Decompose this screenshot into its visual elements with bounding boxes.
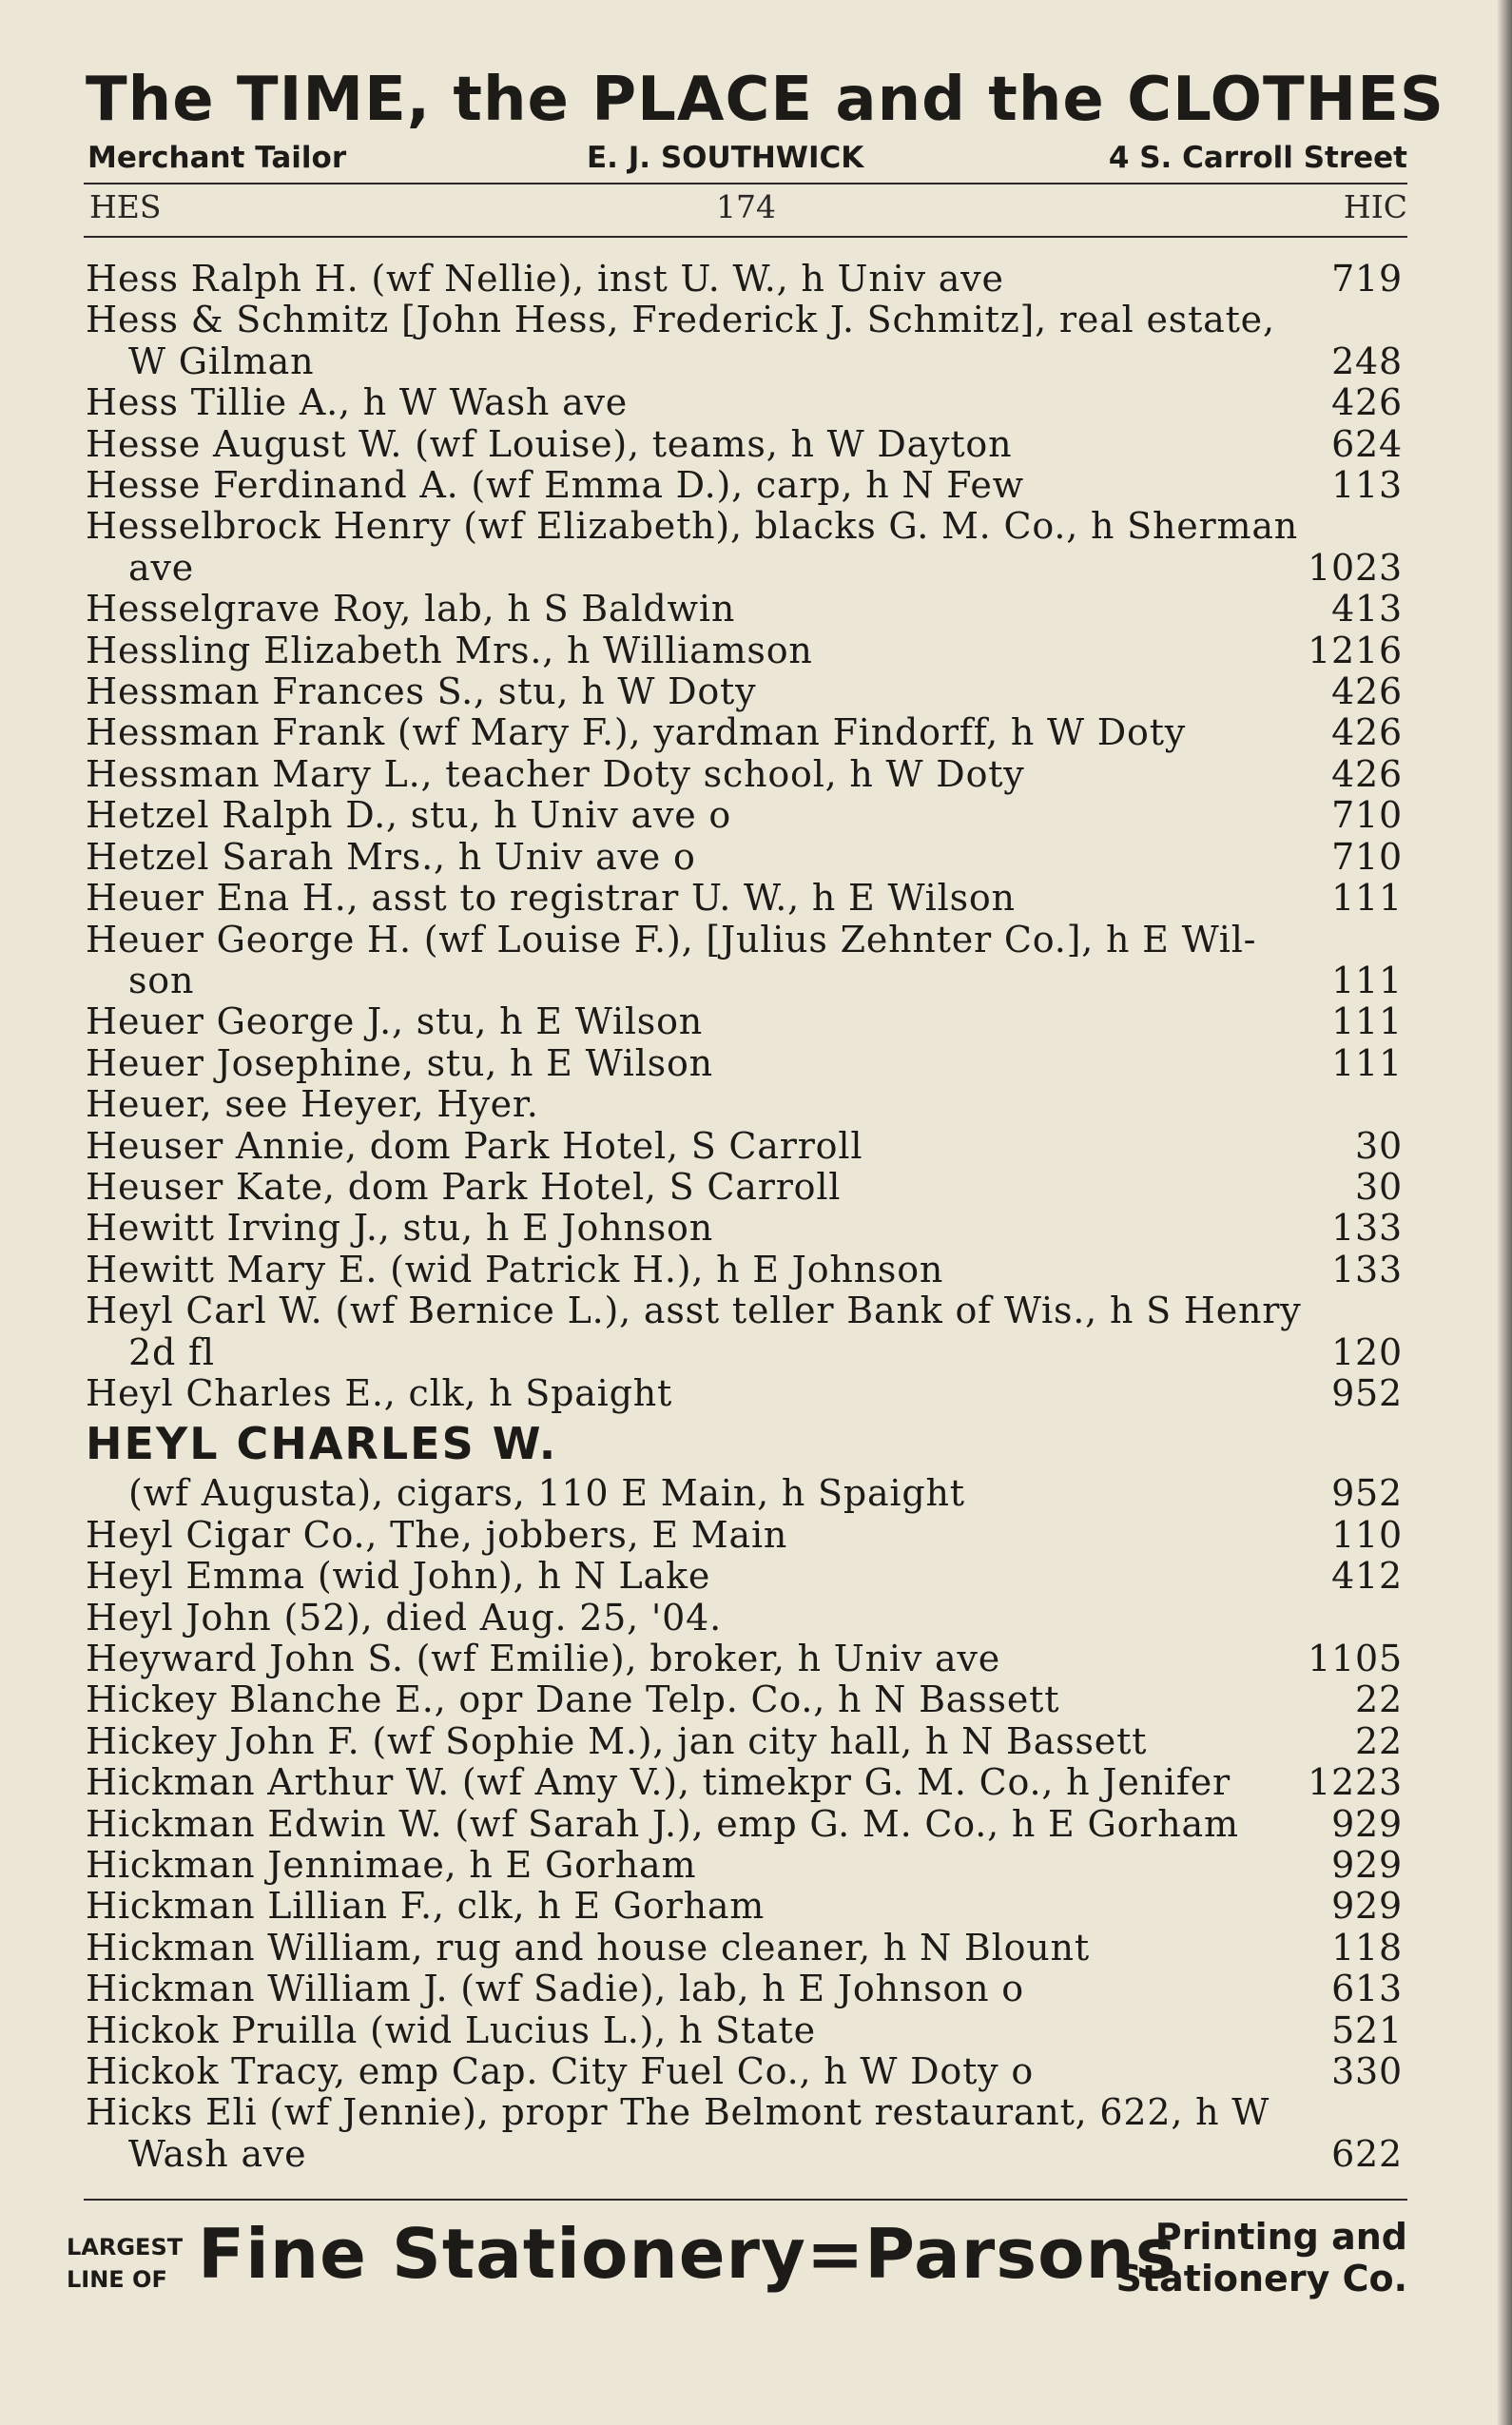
footer-ad-stationery: Stationery Co.: [1115, 2258, 1407, 2299]
entry-number: 22: [1355, 1678, 1403, 1721]
directory-entry: [86, 506, 1403, 589]
entry-continuation: ave: [128, 546, 195, 589]
page-number: 174: [716, 188, 776, 225]
directory-entry: [86, 795, 1403, 836]
ad-headline: The TIME, the PLACE and the CLOTHES: [86, 65, 1444, 135]
directory-entry: [86, 1679, 1403, 1720]
entry-text: (wf Augusta), cigars, 110 E Main, h Spaight: [128, 1472, 965, 1515]
entry-text: Hickman William J. (wf Sadie), lab, h E Johnson o: [86, 1968, 1024, 2010]
entry-text: Hickey Blanche E., opr Dane Telp. Co., h N Bassett: [86, 1678, 1060, 1721]
entry-text: Hesselgrave Roy, lab, h S Baldwin: [86, 588, 736, 630]
header-rule-bottom: [84, 236, 1407, 238]
entry-number: 710: [1331, 835, 1403, 878]
entry-number: 929: [1331, 1802, 1403, 1845]
entry-text: Hess Ralph H. (wf Nellie), inst U. W., h Univ ave: [86, 258, 1004, 300]
entry-text: Hessman Frank (wf Mary F.), yardman Findorff, h W Doty: [86, 711, 1187, 754]
entry-text: Heyl Carl W. (wf Bernice L.), asst teller Bank of Wis., h S Henry: [86, 1290, 1302, 1332]
directory-entry: [86, 837, 1403, 878]
entry-text: Heyl Cigar Co., The, jobbers, E Main: [86, 1513, 788, 1556]
entry-text: Heyward John S. (wf Emilie), broker, h Univ ave: [86, 1638, 1001, 1679]
directory-entry: [86, 920, 1403, 1002]
entry-text: Hickok Pruilla (wid Lucius L.), h State: [86, 2008, 816, 2051]
entry-continuation: W Gilman: [128, 340, 315, 382]
entry-continuation: son: [128, 959, 195, 1001]
directory-entry: [86, 382, 1403, 423]
entry-number: 111: [1331, 1041, 1403, 1084]
directory-entry: [86, 1886, 1403, 1927]
entry-text: Heyl Emma (wid John), h N Lake: [86, 1555, 711, 1598]
page-edge-shadow: [1497, 0, 1512, 2425]
header-advertisement: [86, 59, 1444, 179]
entry-text: Hicks Eli (wf Jennie), propr The Belmont restaurant, 622, h W: [86, 2091, 1270, 2134]
entry-number: 624: [1331, 422, 1403, 465]
footer-ad-main: Fine Stationery=Parsons: [198, 2214, 1177, 2294]
entry-number: 22: [1355, 1719, 1403, 1762]
entry-number: 118: [1331, 1926, 1403, 1969]
entry-number: 426: [1331, 670, 1403, 713]
entry-text: Heyl John (52), died Aug. 25, '04.: [86, 1596, 722, 1639]
directory-entry: [86, 630, 1403, 671]
entry-text: Hickman Jennimae, h E Gorham: [86, 1844, 697, 1887]
directory-entry: [86, 671, 1403, 712]
entry-text: Heuer George J., stu, h E Wilson: [86, 1000, 704, 1043]
directory-entry: [86, 1928, 1403, 1969]
entry-number: 30: [1355, 1124, 1403, 1167]
entry-text: Hessman Frances S., stu, h W Doty: [86, 670, 757, 713]
entry-number: 426: [1331, 381, 1403, 424]
entry-number: 952: [1331, 1371, 1403, 1414]
directory-entry: [86, 300, 1403, 382]
directory-entry: [86, 1250, 1403, 1290]
entry-text: Hetzel Ralph D., stu, h Univ ave o: [86, 794, 732, 837]
entry-number: 1223: [1308, 1761, 1403, 1804]
entry-text: Hickman William, rug and house cleaner, h N Blount: [86, 1926, 1090, 1969]
entry-text: Hetzel Sarah Mrs., h Univ ave o: [86, 835, 696, 878]
entry-text: Hesselbrock Henry (wf Elizabeth), blacks G. M. Co., h Sherman: [86, 505, 1299, 548]
footer-ad-company: [1116, 2216, 1407, 2299]
entry-text: Hewitt Irving J., stu, h E Johnson: [86, 1207, 714, 1250]
entry-text: Heuer George H. (wf Louise F.), [Julius Zehnter Co.], h E Wil-: [86, 918, 1257, 960]
entry-number: 613: [1331, 1968, 1403, 2010]
entry-text: Hickey John F. (wf Sophie M.), jan city hall, h N Bassett: [86, 1719, 1148, 1762]
entry-text: Heuer Ena H., asst to registrar U. W., h E Wilson: [86, 877, 1016, 920]
entry-number: 30: [1355, 1165, 1403, 1208]
entry-number: 952: [1331, 1472, 1403, 1515]
directory-entry: [86, 1721, 1403, 1762]
running-head-left: HES: [89, 188, 162, 225]
ad-subline: [86, 141, 1407, 179]
entry-number: 111: [1331, 1000, 1403, 1043]
directory-entry: [86, 1762, 1403, 1803]
entry-number: 412: [1331, 1555, 1403, 1598]
directory-entry: [86, 2010, 1403, 2051]
entry-text: Hickman Lillian F., clk, h E Gorham: [86, 1885, 766, 1928]
directory-entry: [86, 754, 1403, 795]
directory-entry: [86, 1515, 1403, 1556]
footer-advertisement: [67, 2206, 1407, 2301]
directory-entry: [86, 1001, 1403, 1042]
directory-entry: [86, 1373, 1403, 1414]
ad-merchant-tailor: Merchant Tailor: [87, 141, 347, 175]
directory-entry: [86, 424, 1403, 465]
directory-entry: [86, 712, 1403, 753]
directory-entry: [86, 2051, 1403, 2092]
entry-text: Heyl Charles E., clk, h Spaight: [86, 1371, 673, 1414]
entry-number: 120: [1331, 1330, 1403, 1373]
footer-ad-largest: LARGEST: [67, 2234, 184, 2260]
directory-entry: [86, 878, 1403, 919]
entry-text: Heuser Annie, dom Park Hotel, S Carroll: [86, 1124, 863, 1167]
footer-rule: [84, 2199, 1407, 2201]
entry-number: 133: [1331, 1248, 1403, 1290]
directory-entry: [86, 1208, 1403, 1249]
entry-text: Heuer Josephine, stu, h E Wilson: [86, 1041, 713, 1084]
running-head-right: HIC: [1343, 188, 1407, 225]
entry-text: Hickok Tracy, emp Cap. City Fuel Co., h W Doty o: [86, 2050, 1035, 2093]
bold-entry-heading: HEYL CHARLES W.: [86, 1418, 558, 1470]
entry-number: 110: [1331, 1513, 1403, 1556]
ad-business-name: E. J. SOUTHWICK: [587, 141, 864, 175]
directory-entry: [86, 1845, 1403, 1886]
directory-entry: [86, 1126, 1403, 1167]
entry-number: 413: [1331, 588, 1403, 630]
entry-text: Hickman Edwin W. (wf Sarah J.), emp G. M. Co., h E Gorham: [86, 1802, 1239, 1845]
entry-number: 248: [1331, 340, 1403, 382]
entry-text: Hesse Ferdinand A. (wf Emma D.), carp, h N Few: [86, 464, 1025, 507]
directory-entries: [86, 259, 1403, 2175]
footer-ad-small-text: [67, 2231, 183, 2296]
directory-entry: [86, 2092, 1403, 2175]
entry-number: 426: [1331, 752, 1403, 795]
directory-entry: [86, 1043, 1403, 1084]
entry-text: Hess Tillie A., h W Wash ave: [86, 381, 629, 424]
entry-text: Hessman Mary L., teacher Doty school, h W Doty: [86, 752, 1025, 795]
entry-number: 719: [1331, 258, 1403, 300]
footer-ad-line-of: LINE OF: [67, 2266, 167, 2293]
directory-entry: [86, 1473, 1403, 1514]
directory-entry: [86, 465, 1403, 506]
entry-number: 929: [1331, 1844, 1403, 1887]
entry-text: Hess & Schmitz [John Hess, Frederick J. Schmitz], real estate,: [86, 299, 1275, 341]
directory-entry: [86, 1167, 1403, 1208]
directory-entry: [86, 1969, 1403, 2009]
entry-number: 426: [1331, 711, 1403, 754]
entry-number: 1105: [1308, 1638, 1403, 1679]
ad-address: 4 S. Carroll Street: [1108, 141, 1407, 175]
header-rule-top: [84, 183, 1407, 184]
entry-number: 330: [1331, 2050, 1403, 2093]
entry-number: 133: [1331, 1207, 1403, 1250]
entry-number: 111: [1331, 877, 1403, 920]
entry-continuation: Wash ave: [128, 2132, 307, 2175]
directory-entry: [86, 1804, 1403, 1845]
directory-entry: [86, 1598, 1403, 1639]
entry-number: 521: [1331, 2008, 1403, 2051]
directory-entry: [86, 1084, 1403, 1125]
entry-number: 1023: [1308, 546, 1403, 589]
entry-text: Heuser Kate, dom Park Hotel, S Carroll: [86, 1165, 842, 1208]
entry-text: Hesse August W. (wf Louise), teams, h W Dayton: [86, 422, 1013, 465]
entry-text: Hickman Arthur W. (wf Amy V.), timekpr G. M. Co., h Jenifer: [86, 1761, 1231, 1804]
entry-number: 710: [1331, 794, 1403, 837]
footer-ad-printing: Printing and: [1154, 2216, 1407, 2258]
running-head: [86, 188, 1407, 230]
entry-continuation: 2d fl: [128, 1330, 215, 1373]
entry-number: 929: [1331, 1885, 1403, 1928]
directory-entry: [86, 1556, 1403, 1597]
directory-entry: [86, 589, 1403, 630]
entry-number: 622: [1331, 2132, 1403, 2175]
directory-entry: [86, 1290, 1403, 1373]
directory-entry: [86, 1639, 1403, 1679]
entry-text: Hessling Elizabeth Mrs., h Williamson: [86, 629, 813, 671]
entry-text: Heuer, see Heyer, Hyer.: [86, 1083, 539, 1126]
entry-number: 113: [1331, 464, 1403, 507]
entry-text: Hewitt Mary E. (wid Patrick H.), h E Johnson: [86, 1248, 944, 1290]
entry-number: 1216: [1308, 629, 1403, 671]
entry-number: 111: [1331, 959, 1403, 1001]
directory-entry: [86, 259, 1403, 300]
